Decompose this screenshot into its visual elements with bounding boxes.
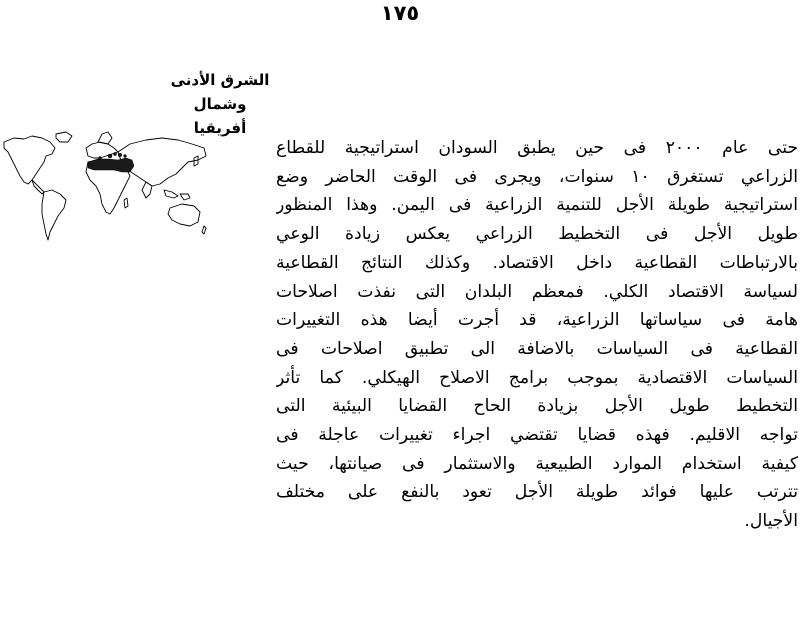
body-paragraph xyxy=(276,134,798,536)
text-line: لسياسة الاقتصاد الكلي. فمعظم البلدان التى نفذت اصلاحات xyxy=(276,281,798,302)
text-line: الزراعي تستغرق ١٠ سنوات، ويجرى فى الوقت الحاضر وضع xyxy=(276,166,798,187)
madagascar-shape xyxy=(124,198,128,208)
greenland-shape xyxy=(56,132,72,142)
islands-shape xyxy=(180,194,190,200)
central-america-shape xyxy=(32,180,44,194)
text-line: طويل الأجل فى التخطيط الزراعي يعكس زيادة الوعي xyxy=(276,224,798,245)
text-line: تواجه الاقليم. فهذه قضايا تقتضي اجراء تغييرات عاجلة فى xyxy=(276,425,798,446)
new-zealand-shape xyxy=(202,226,206,234)
text-line: استراتيجية طويلة الأجل للتنمية الزراعية فى اليمن. وهذا المنظور xyxy=(276,195,798,216)
scandinavia-shape xyxy=(98,132,112,144)
text-line: التخطيط طويل الأجل بزيادة الحاح القضايا البيئية التى xyxy=(276,396,798,417)
region-title-line-1: الشرق الأدنى وشمال xyxy=(170,71,270,113)
text-line: القطاعية فى السياسات بالاضافة الى تطبيق اصلاحات فى xyxy=(276,338,798,359)
world-map-icon xyxy=(0,128,212,250)
north-america-shape xyxy=(4,136,55,184)
page-number: ١٧٥ xyxy=(380,1,420,25)
highlighted-dot xyxy=(124,155,127,158)
highlighted-dot xyxy=(113,152,116,155)
text-line: تترتب عليها فوائد طويلة الأجل تعود بالنفع على مختلف xyxy=(276,482,798,503)
highlighted-dot xyxy=(108,154,112,158)
highlighted-region-shape xyxy=(88,158,134,172)
highlighted-dot xyxy=(99,157,102,160)
region-title-line-2: أفريقيا xyxy=(193,119,247,137)
indonesia-shape xyxy=(164,190,178,198)
highlighted-dot xyxy=(118,153,122,157)
text-line: كيفية استخدام الموارد الطبيعية والاستثمار فى صيانتها، حيث xyxy=(276,453,798,474)
europe-shape xyxy=(86,142,118,158)
text-line: السياسات الاقتصادية بموجب برامج الاصلاح الهيكلي. كما تأثر xyxy=(276,367,798,388)
australia-shape xyxy=(168,204,200,226)
text-line: الأجيال. xyxy=(744,511,798,532)
south-america-shape xyxy=(42,190,66,240)
india-shape xyxy=(142,182,152,198)
text-line: حتى عام ٢٠٠٠ فى حين يطبق السودان استراتيجية للقطاع xyxy=(276,138,798,158)
text-line: هامة فى سياساتها الزراعية، قد أجرت أيضا هذه التغييرات xyxy=(276,310,798,331)
text-line: بالارتباطات القطاعية داخل الاقتصاد. وكذلك النتائج القطاعية xyxy=(276,252,798,273)
